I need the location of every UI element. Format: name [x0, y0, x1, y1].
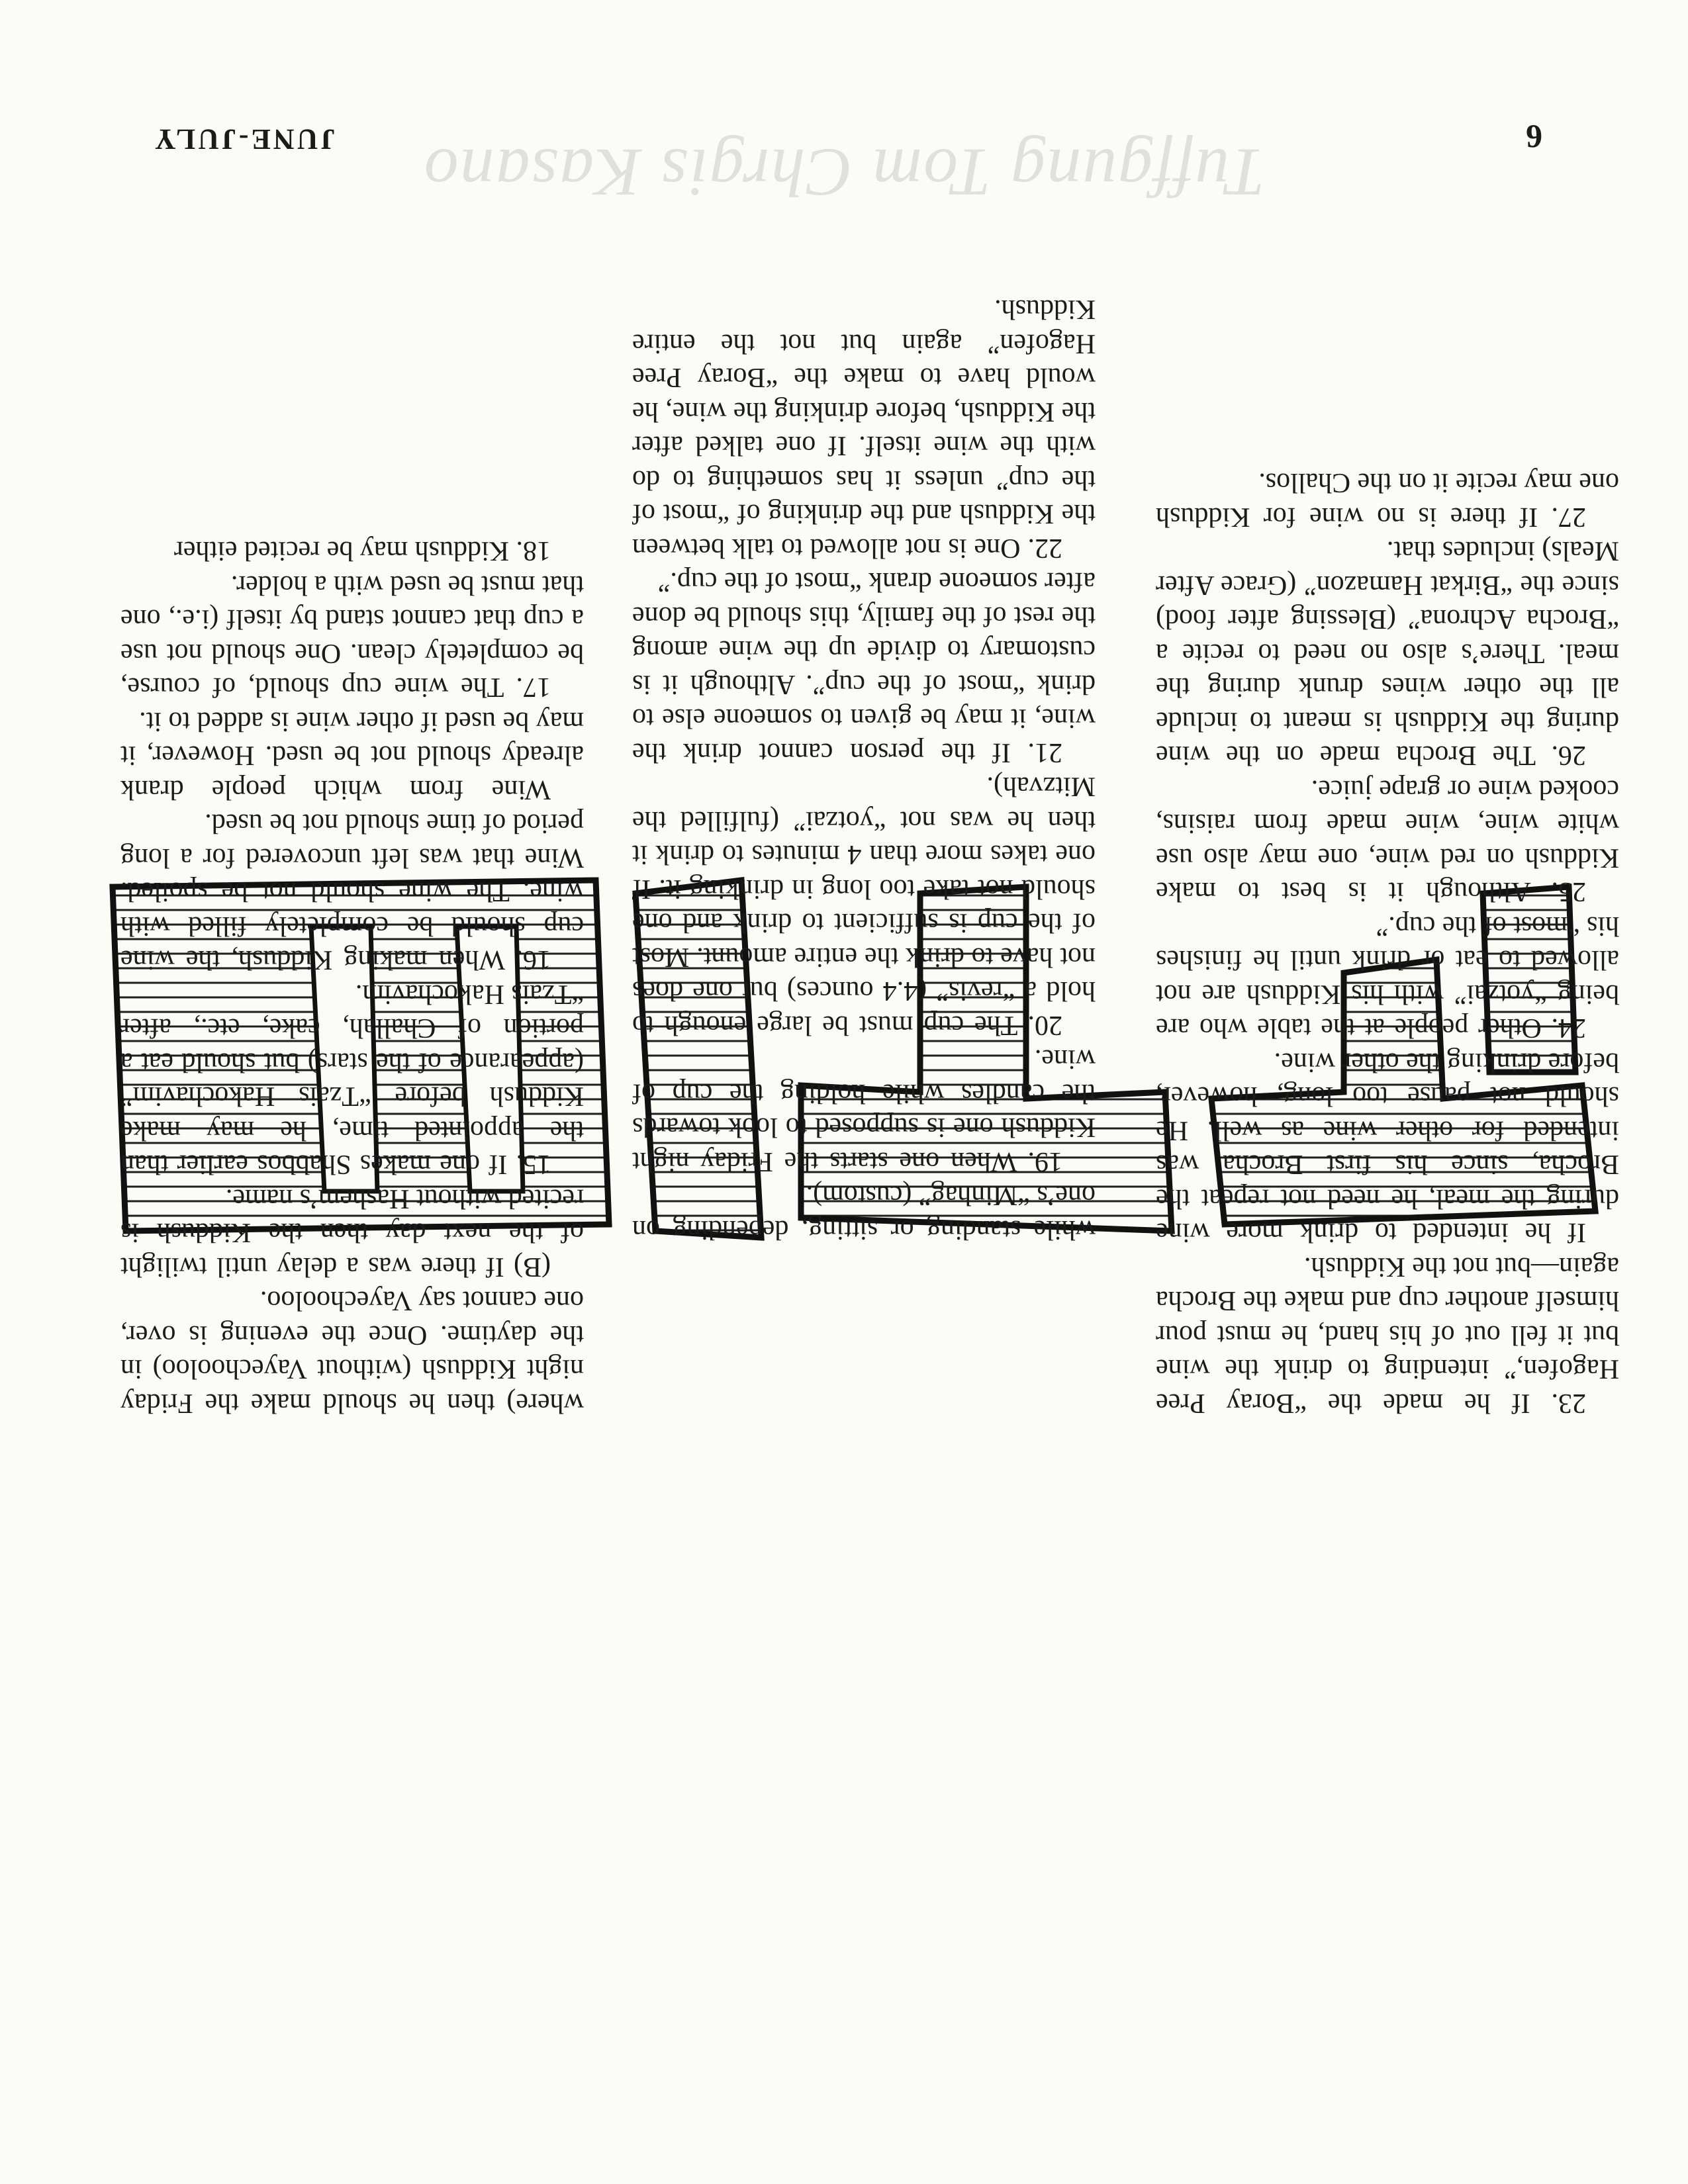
text-column-left [1156, 465, 1619, 1420]
paragraph-22: 22. One is not allowed to talk between the Kiddush and the drinking of “most of the cup” unless it has something to do with the wine itself. If one talked after the Kiddush, before drinking the wine, he would have to make the “Boray Pree Hagofen” again but not the entire Kiddush. [632, 294, 1096, 563]
paragraph-20: 20. The cup must be large enough to hold a “revis” (4.4 ounces) but one does not have to drink the entire amount. Most of the cup is sufficient to drink and one should not take too long in drinking it. If one takes more than 4 minutes to drink it then he was not “yotzai” (fulfilled the Mitzvah). [632, 771, 1096, 1040]
paragraph-14b: (B) If there was a delay until twilight of the next day then the Kiddush is recited without Hashem’s name. [120, 1183, 584, 1282]
paragraph-16: 16. When making Kiddush, the wine cup should be completely filled with wine. The wine should not be spoiled. Wine that was left uncovered for a long period of time should not be used. [120, 808, 584, 976]
text-column-middle [632, 292, 1096, 1246]
paragraph-24: 24. Other people at the table who are being “yotzai” with his Kiddush are not allowed to eat or drink until he finishes his “most of the cup.” [1156, 911, 1619, 1044]
paragraph-14a-cont: where) then he should make the Friday night Kiddush (without Vayechooloo) in the daytime. Once the evening is over, one cannot say Vayechooloo. [120, 1285, 584, 1418]
paragraph-18-cont: while standing or sitting, depending on one’s “Minhag” (custom). [632, 1180, 1096, 1245]
paragraph-25: 25. Although it is best to make Kiddush on red wine, one may also use white wine, wine made from raisins, cooked wine or grape juice. [1156, 774, 1619, 907]
paragraph-21: 21. If the person cannot drink the wine, it may be given to someone else to drink “most of the cup”. Although it is customary to divide up the wine among the rest of the family, this should be done after someone drank “most of the cup.” [632, 567, 1096, 768]
paragraph-19: 19. When one starts the Friday night Kiddush one is supposed to look towards the candles while holding the cup of wine. [632, 1044, 1096, 1177]
issue-label: JUNE-JULY [152, 123, 336, 156]
paragraph-17: 17. The wine cup should, of course, be completely clean. One should not use a cup that cannot stand by itself (i.e., one that must be used with a holder. [120, 570, 584, 703]
page-footer [152, 118, 1542, 156]
paragraph-18: 18. Kiddush may be recited either [173, 535, 551, 567]
text-column-right [120, 533, 584, 1420]
paragraph-16-cont: Wine from which people drank already should not be used. However, it may be used if other wine is added to it. [120, 706, 584, 805]
paragraph-15: 15. If one makes Shabbos earlier than the appointed time, he may make Kiddush before “Tzais Hakochavim” (appearance of the stars) but should eat a portion of Challah, cake, etc., after “Tzais Hakochavim. [120, 979, 584, 1180]
paragraph-23: 23. If he made the “Boray Pree Hagofen,” intending to drink the wine but it fell out of his hand, he must pour himself another cup and make the Brocha again—but not the Kiddush. [1156, 1251, 1619, 1418]
paragraph-23-cont: If he intended to drink more wine during the meal, he need not repeat the Brocha, since his first Brocha was intended for other wine as well. He should not pause too long, however, before drinking the other wine. [1156, 1047, 1619, 1248]
show-through-heading: Tuffgung Tom Chrgis Kasano [422, 134, 1266, 210]
paragraph-26: 26. The Brocha made on the wine during the Kiddush is meant to include all the other wines drunk during the meal. There’s also no need to recite a “Brocha Achrona” (Blessing after food) since the “Birkat Hamazon” (Grace After Meals) includes that. [1156, 535, 1619, 771]
paragraph-27: 27. If there is no wine for Kiddush one may recite it on the Challos. [1156, 467, 1619, 532]
page-number: 6 [1523, 118, 1542, 156]
